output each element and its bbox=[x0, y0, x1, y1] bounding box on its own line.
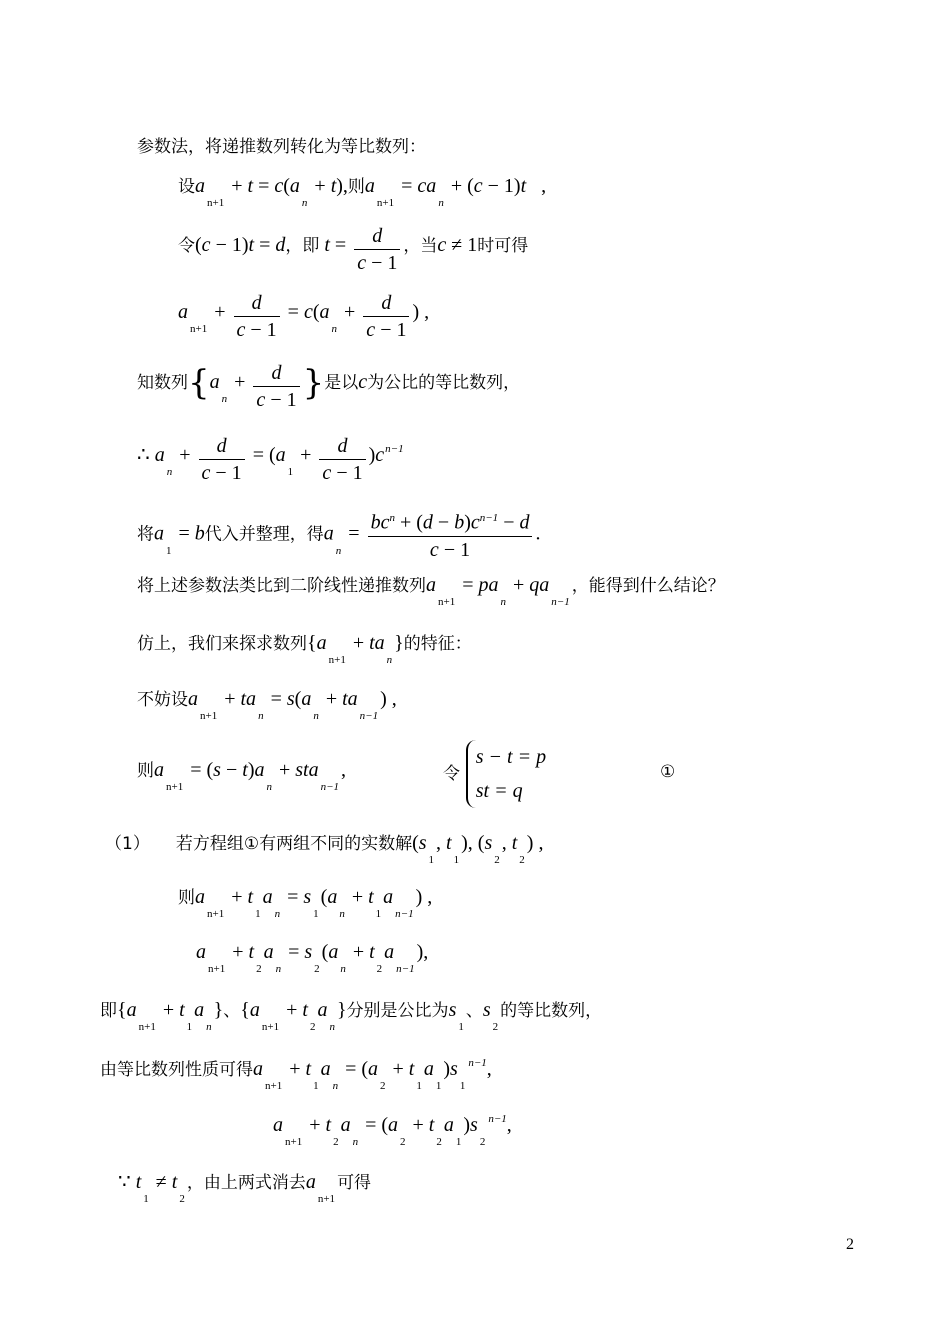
equation-assume-s: 不妨设$a_{n+1} + ta_n = s(a_n + ta_{n-1})$ , bbox=[137, 688, 397, 722]
page-number: 2 bbox=[846, 1236, 854, 1253]
statement-eliminate: ∵ $t_1 \ne t_2$，由上两式消去$a_{n+1}$可得 bbox=[118, 1171, 372, 1205]
equation-expand: 则$a_{n+1} = (s - t)a_n + sta_{n-1}$, bbox=[137, 759, 347, 793]
statement-geometric-seq: 知数列{$a_n$ + $\frac{d}{c - 1}$ }是以c为公比的等比数列， bbox=[137, 362, 521, 411]
statement-explore: 仿上，我们来探求数列$\{a_{n+1} + ta_n\}$的特征： bbox=[137, 632, 472, 666]
equation-general-term: 将$a_1 = b$代入并整理，得$a_n$ = $\frac{bc^n + (d - b)c^{n-1} - d}{c - 1}$ . bbox=[137, 511, 541, 561]
equation-property-second: $a_{n+1} + t_2a_n = (a_2 + t_2a_1)s_2^{n-1}$, bbox=[273, 1113, 512, 1148]
equation-marker-1: ① bbox=[660, 762, 676, 782]
equation-let-t: 令(c − 1)t = d，即 t = $\frac{d}{c - 1}$ ，当c ≠ 1时可得 bbox=[178, 225, 529, 274]
equation-assume-t: 设$a_{n+1} + t = c(a_n + t)$,则$a_{n+1} = ca_n + (c - 1)t$ , bbox=[178, 175, 547, 209]
question-second-order: 将上述参数法类比到二阶线性递推数列$a_{n+1} = pa_n + qa_{n-1}$，能得到什么结论？ bbox=[137, 574, 725, 608]
equation-therefore: ∴ $a_n$ + $\frac{d}{c - 1}$ = ($a_1$ + $\frac{d}{c - 1}$ )$c^{n-1}$ bbox=[137, 435, 404, 484]
case-1-heading: （1） 若方程组①有两组不同的实数解($s_1$, $t_1$), ($s_2$, $t_2$) , bbox=[105, 832, 544, 866]
equation-case1-second: $a_{n+1} + t_2a_n = s_2(a_n + t_2a_{n-1})$, bbox=[196, 941, 429, 975]
equation-case1-first: 则$a_{n+1} + t_1a_n = s_1(a_n + t_1a_{n-1})$ , bbox=[178, 886, 433, 920]
equation-property-first: 由等比数列性质可得$a_{n+1} + t_1a_n = (a_2 + t_1a_1)s_1^{n-1}$, bbox=[100, 1057, 492, 1092]
statement-two-geometric: 即$\{a_{n+1} + t_1a_n\}$、$\{a_{n+1} + t_2a_n\}$分别是公比为$s_1$、$s_2$的等比数列， bbox=[100, 999, 603, 1033]
intro-text: 参数法，将递推数列转化为等比数列： bbox=[137, 137, 426, 157]
equation-geometric-form: $a_{n+1}$ + $\frac{d}{c - 1}$ = $c(a_n$ + $\frac{d}{c - 1}$ ) , bbox=[178, 292, 430, 341]
system-equations: 令 s − t = p st = q bbox=[443, 740, 546, 808]
